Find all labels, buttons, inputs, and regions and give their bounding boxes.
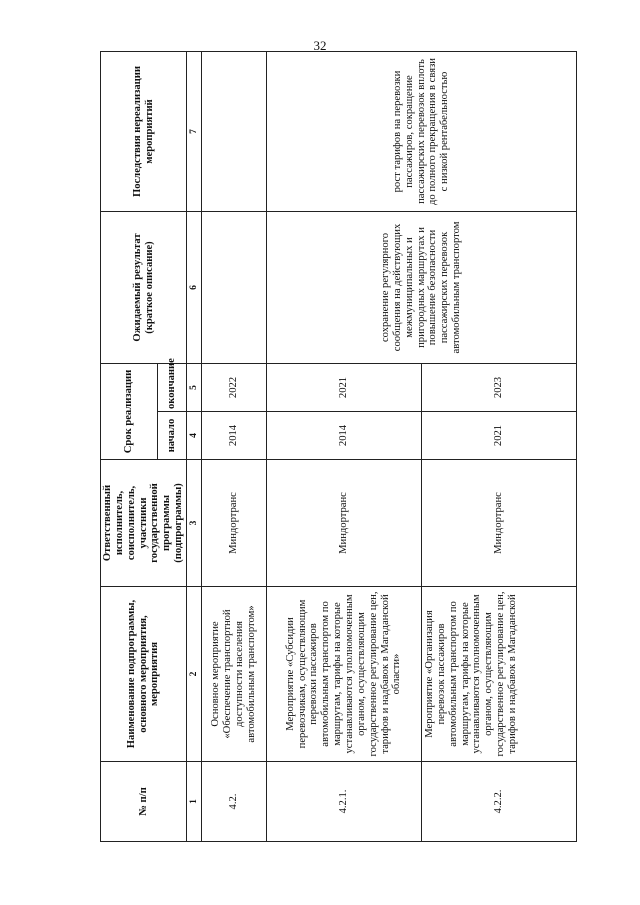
col-number: 2 bbox=[187, 587, 202, 762]
row-executor: Миндортранс bbox=[422, 460, 577, 587]
header-name: Наименование подпрограммы, основного мероприятия, мероприятия bbox=[101, 587, 187, 762]
row-end: 2022 bbox=[202, 364, 267, 412]
header-result: Ожидаемый результат (краткое описание) bbox=[101, 212, 187, 364]
row-consequences: рост тарифов на перевозки пассажиров, сокращение пассажирских перевозок вплоть до полного прекращения в связи с низкой рентабельностью bbox=[267, 52, 577, 212]
col-number: 4 bbox=[187, 412, 202, 460]
row-result bbox=[202, 212, 267, 364]
header-consequences: Последствия нереализации мероприятий bbox=[101, 52, 187, 212]
row-consequences bbox=[202, 52, 267, 212]
header-period: Срок реализации bbox=[101, 364, 158, 460]
col-number: 7 bbox=[187, 52, 202, 212]
row-executor: Миндортранс bbox=[267, 460, 422, 587]
row-start: 2014 bbox=[202, 412, 267, 460]
row-num: 4.2. bbox=[202, 762, 267, 842]
table-row bbox=[202, 52, 267, 842]
header-end: окончание bbox=[157, 364, 186, 412]
col-number: 5 bbox=[187, 364, 202, 412]
rotated-page-content bbox=[100, 52, 519, 842]
table-row bbox=[267, 52, 422, 842]
program-measures-table bbox=[100, 51, 577, 842]
col-number: 6 bbox=[187, 212, 202, 364]
row-num: 4.2.1. bbox=[267, 762, 422, 842]
row-name: Мероприятие «Субсидии перевозчикам, осуществляющим перевозки пассажиров автомобильным транспортом по маршрутам, тарифы на которые устанавливаются уполномоченным органом, осуществляющим государственное регулирование цен, тарифов и надбавок в Магаданской области» bbox=[267, 587, 422, 762]
row-num: 4.2.2. bbox=[422, 762, 577, 842]
header-executor: Ответственный исполнитель, соисполнитель, участники государственной программы (подпрограммы) bbox=[101, 460, 187, 587]
row-name: Основное мероприятие «Обеспечение транспортной доступности населения автомобильным транспортом» bbox=[202, 587, 267, 762]
row-start: 2014 bbox=[267, 412, 422, 460]
col-number: 1 bbox=[187, 762, 202, 842]
page-number: 32 bbox=[313, 38, 327, 53]
row-end: 2021 bbox=[267, 364, 422, 412]
row-name: Мероприятие «Организация перевозок пассажиров автомобильным транспортом по маршрутам, тарифы на которые устанавливаются уполномоченным органом, осуществляющим государственное регулирование цен, тарифов и надбавок в Магаданской bbox=[422, 587, 577, 762]
header-start: начало bbox=[157, 412, 186, 460]
row-end: 2023 bbox=[422, 364, 577, 412]
header-num: № п/п bbox=[101, 762, 187, 842]
row-start: 2021 bbox=[422, 412, 577, 460]
row-result: сохранение регулярного сообщения на действующих межмуниципальных и пригородных маршрутах и повышение безопасности пассажирских перевозок автомобильным транспортом bbox=[267, 212, 577, 364]
row-executor: Миндортранс bbox=[202, 460, 267, 587]
col-number: 3 bbox=[187, 460, 202, 587]
